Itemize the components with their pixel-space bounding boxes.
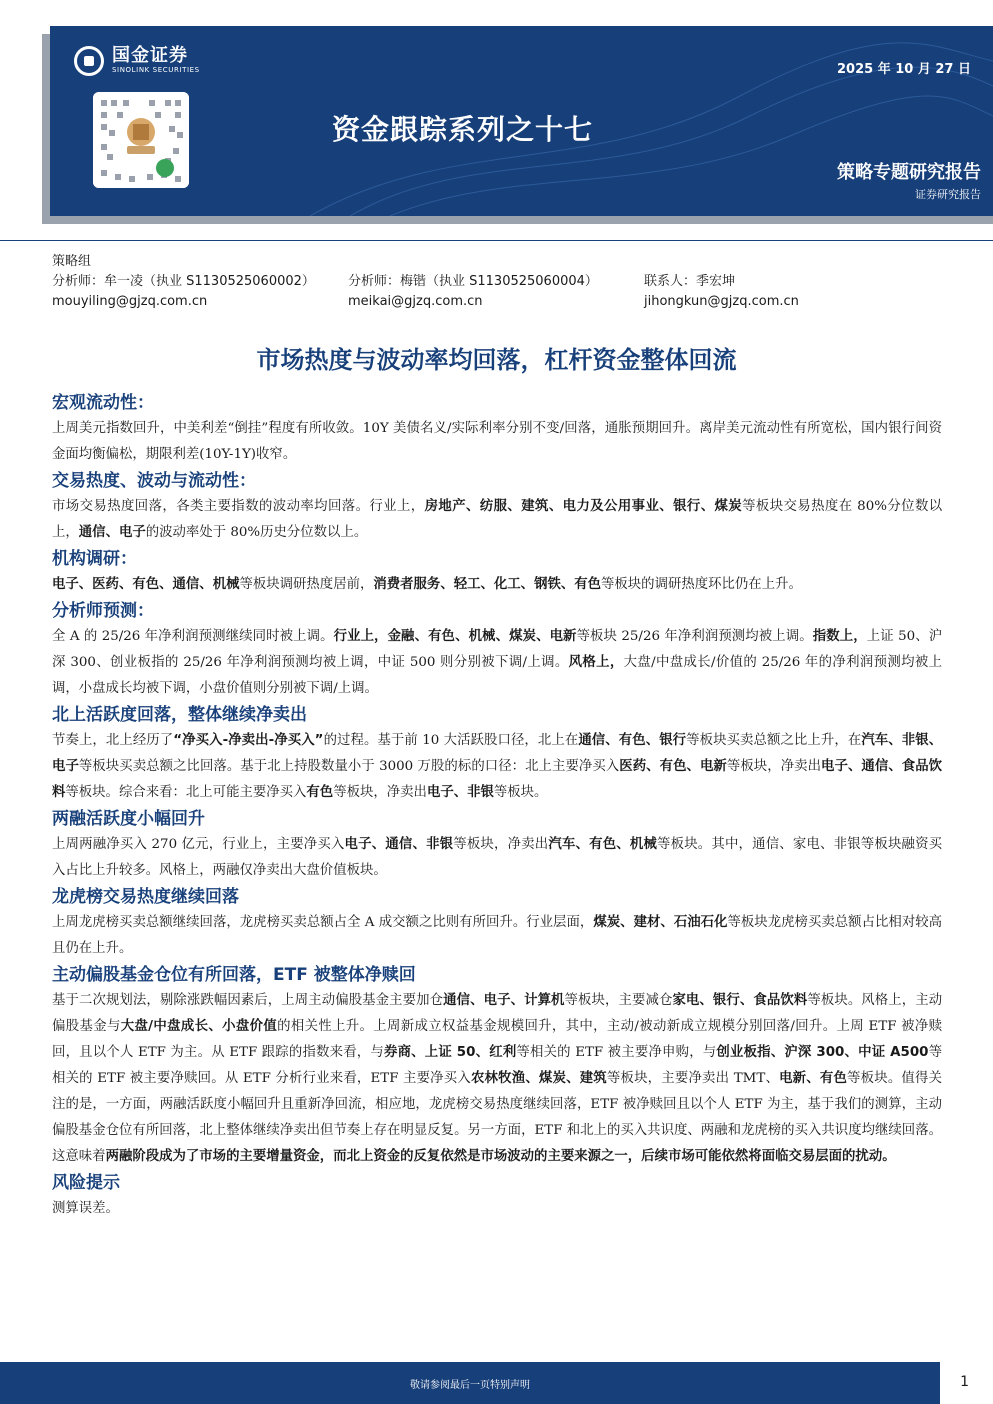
text-run-bold: 、 (440, 577, 454, 592)
text-run: 等板块 25/26 年净利润预测均被上调。 (576, 629, 813, 644)
section-heading-dragon-tiger: 龙虎榜交易热度继续回落 (52, 887, 239, 907)
text-run: 上周龙虎榜买卖总额继续回落，龙虎榜买卖总额占全 A 成交额之比则有所回升。行业层面， (52, 915, 594, 930)
section-heading-trading-heat: 交易热度、波动与流动性： (52, 471, 256, 491)
text-run-bold: 、 (453, 785, 468, 800)
text-run-bold: 、 (646, 759, 660, 774)
text-run-bold: 红利 (489, 1045, 517, 1060)
text-run-bold: 轻工 (453, 577, 481, 592)
section-heading-macro-liquidity: 宏观流动性： (52, 393, 154, 413)
section-heading-analyst-forecast: 分析师预测： (52, 601, 154, 621)
text-run-bold: 创业板指 (716, 1045, 771, 1060)
text-run-bold: 、 (480, 577, 494, 592)
text-run-bold: 小盘价值 (222, 1019, 278, 1034)
text-run: 等板块，主要减仓 (564, 993, 673, 1008)
text-run-bold: 、 (455, 629, 469, 644)
text-run-bold: 、 (536, 629, 550, 644)
report-subtype: 证券研究报告 (915, 188, 981, 201)
text-run-bold: 农林牧渔 (470, 1071, 526, 1086)
text-run-bold: 电子 (344, 837, 372, 852)
analyst-2: 分析师：梅锴（执业 S1130525060004） (348, 274, 598, 289)
qr-code-icon (93, 92, 189, 188)
text-run: 等板块，主要净卖出 TMT、 (606, 1071, 780, 1086)
text-run-bold: 沪深 300 (784, 1045, 845, 1060)
text-run: 等板块。 (493, 785, 548, 800)
text-run-bold: 食品饮料 (52, 759, 943, 800)
text-run-bold: 非银 (426, 837, 454, 852)
text-run-bold: 上证 50 (424, 1045, 476, 1060)
text-run-bold: 电新 (699, 759, 727, 774)
text-run-bold: 、 (699, 993, 713, 1008)
text-run-bold: 、 (548, 499, 563, 514)
text-run-bold: 有色 (618, 733, 646, 748)
text-run: 上周美元指数回升，中美利差“倒挂”程度有所收敛。10Y 美债名义/实际利率分别不变/回落，通胀预期回升。离岸美元流动性有所宽松，国内银行间资金面均衡偏松，期限利差(10Y-1Y)收窄。 (52, 421, 942, 462)
text-run: 的相关性上升。上周新成立权益基金规模回升，其中，主动/被动新成立规模分别回落/回升。上周 ETF 被净赎回，且以个人 ETF 为主。从 ETF 跟踪的指数来看，与 (52, 1019, 943, 1060)
page-number: 1 (960, 1374, 969, 1390)
text-run: 等板块。风格上，主动偏股基金与 (52, 993, 943, 1034)
text-run-bold: 纺服 (479, 499, 508, 514)
text-run-bold: 电力及公用事业 (562, 499, 660, 514)
analyst-2-email[interactable]: meikai@gjzq.com.cn (348, 294, 483, 309)
text-run: 等板块，净卖出 (726, 759, 822, 774)
text-run-bold: 银行 (673, 499, 701, 514)
header-rule (0, 240, 993, 241)
text-run-bold: 、 (806, 1071, 820, 1086)
text-run-bold: 建筑 (521, 499, 549, 514)
text-run-bold: 、 (660, 915, 674, 930)
text-run-bold: 有色 (132, 577, 160, 592)
logo-mark-icon (74, 46, 104, 76)
text-run: 等板块，净卖出 (453, 837, 549, 852)
text-run-bold: 、 (888, 759, 902, 774)
text-run-bold: 风格上， (568, 655, 624, 670)
text-run: 等板块的调研热度环比仍在上升。 (601, 577, 802, 592)
text-run-bold: 房地产 (424, 499, 466, 514)
text-run-bold: 、 (466, 499, 480, 514)
text-run-bold: 电子 (483, 993, 511, 1008)
text-run-bold: 、 (605, 733, 619, 748)
text-run-bold: 非银 (901, 733, 929, 748)
team-name: 策略组 (52, 254, 92, 269)
text-run-bold: 、 (159, 577, 173, 592)
text-run-bold: 电新 (779, 1071, 807, 1086)
text-run: 的波动率处于 80%历史分位数以上。 (145, 525, 368, 540)
text-run-bold: 、 (620, 915, 634, 930)
section-text-risk (52, 1196, 942, 1222)
section-text-northbound (52, 728, 942, 806)
text-run: 等相关的 ETF 被主要净申购，与 (516, 1045, 717, 1060)
text-run-bold: 电子 (52, 577, 79, 592)
text-run: 等板块。值得关注的是，一方面，两融活跃度小幅回升且重新净回流，相应地，龙虎榜交易热度继续回落，ETF 被净赎回且以个人 ETF 为主，基于我们的测算，主动偏股基金仓位有所回落，北上整体继续净卖出但节奏上存在明显反复。另一方面，ETF 和北上的买入共识度、两融和龙虎榜的买入共识度均继续回落。这意味着 (52, 1071, 942, 1164)
text-run-bold: 、 (470, 993, 484, 1008)
text-run-bold: 通信 (578, 733, 606, 748)
text-run-bold: 汽车 (548, 837, 576, 852)
qr-code (93, 92, 189, 188)
text-run: 全 A 的 25/26 年净利润预测继续同时被上调。 (52, 629, 334, 644)
text-run-bold: 、 (495, 629, 510, 644)
text-run-bold: 、 (78, 577, 93, 592)
report-title: 市场热度与波动率均回落，杠杆资金整体回流 (256, 346, 737, 374)
analyst-1-email[interactable]: mouyiling@gjzq.com.cn (52, 294, 208, 309)
text-run-bold: 计算机 (524, 993, 565, 1008)
text-run-bold: 、 (928, 733, 943, 748)
text-run-bold: 、 (739, 993, 754, 1008)
text-run-bold: 、 (411, 1045, 425, 1060)
text-run-bold: 建材 (633, 915, 661, 930)
text-run-bold: 大盘/中盘成长 (120, 1019, 209, 1034)
text-run-bold: 、 (700, 499, 715, 514)
text-run-bold: 、 (105, 525, 119, 540)
text-run-bold: 、 (770, 1045, 785, 1060)
text-run-bold: 、 (412, 837, 427, 852)
text-run-bold: 、 (847, 759, 862, 774)
series-title: 资金跟踪系列之十七 (332, 113, 594, 146)
text-run-bold: 、 (414, 629, 429, 644)
text-run-bold: 、 (566, 1071, 580, 1086)
text-run-bold: 有色 (428, 629, 456, 644)
text-run-bold: 电子 (118, 525, 146, 540)
text-run-bold: 通信 (385, 837, 413, 852)
text-run-bold: 、 (208, 1019, 223, 1034)
text-run-bold: 建筑 (579, 1071, 607, 1086)
text-run-bold: 电子 (821, 759, 848, 774)
text-run-bold: 、 (118, 577, 133, 592)
text-run: 节奏上，北上经历了 (52, 733, 174, 748)
logo-cn: 国金证券 (112, 45, 188, 66)
text-run-bold: 、 (888, 733, 902, 748)
text-run-bold: 有色 (306, 785, 334, 800)
text-run-bold: 机械 (629, 837, 658, 852)
analyst-1: 分析师：牟一凌（执业 S1130525060002） (52, 274, 315, 289)
text-run-bold: 、 (645, 733, 660, 748)
text-run-bold: 、 (659, 499, 674, 514)
report-body (52, 390, 942, 1222)
text-run-bold: 券商 (383, 1045, 412, 1060)
text-run-bold: 家电 (672, 993, 700, 1008)
text-run-bold: 通信 (172, 577, 200, 592)
text-run-bold: 有色 (819, 1071, 848, 1086)
text-run: 等板块。其中，通信、家电、非银等板块融资买入占比上升较多。风格上，两融仅净卖出大盘价值板块。 (52, 837, 943, 878)
disclaimer-note: 敬请参阅最后一页特别声明 (410, 1380, 530, 1391)
text-run-bold: 、 (844, 1045, 859, 1060)
contact: 联系人：季宏坤 (644, 274, 736, 289)
section-text-macro-liquidity (52, 416, 942, 468)
text-run-bold: 食品饮料 (753, 993, 808, 1008)
section-text-analyst-forecast (52, 624, 942, 702)
text-run-bold: 银行 (659, 733, 687, 748)
text-run-bold: 非银 (467, 785, 494, 800)
text-run-bold: 有色 (574, 577, 602, 592)
text-run: 等板块调研热度居前， (239, 577, 374, 592)
text-run-bold: 有色 (659, 759, 687, 774)
text-run-bold: 煤炭 (593, 915, 621, 930)
text-run: 上证 50、沪深 300、创业板指的 25/26 年净利润预测均被上调，中证 500 则分别被下调/上调。 (52, 629, 943, 670)
text-run-bold: 有色 (589, 837, 617, 852)
text-run-bold: 两融阶段成为了市场的主要增量资金，而北上资金的反复依然是市场波动的主要来源之一，后续市场可能依然将面临交易层面的扰动。 (105, 1149, 896, 1164)
text-run-bold: 煤炭 (714, 499, 743, 514)
text-run: 大盘/中盘成长/价值的 25/26 年的净利润预测均被上调，小盘成长均被下调，小盘价值则分别被下调/上调。 (52, 655, 943, 696)
text-run: 等板块交易热度在 80%分位数以上， (52, 499, 943, 540)
report-type: 策略专题研究报告 (837, 162, 981, 183)
report-date: 2025 年 10 月 27 日 (837, 62, 971, 77)
logo-en: SINOLINK SECURITIES (112, 66, 200, 74)
text-run-bold: 通信 (861, 759, 889, 774)
text-run-bold: 煤炭 (509, 629, 537, 644)
text-run-bold: 钢铁 (534, 577, 561, 592)
section-heading-risk: 风险提示 (52, 1173, 120, 1193)
text-run: 等板块买卖总额之比上升，在 (686, 733, 862, 748)
text-run-bold: 通信 (443, 993, 471, 1008)
text-run: 等板块，净卖出 (333, 785, 427, 800)
text-run-bold: 、 (371, 837, 386, 852)
section-text-trading-heat (52, 494, 942, 546)
text-run: 等板块买卖总额之比回落。基于北上持股数量小于 3000 万股的标的口径：北上主要净买入 (78, 759, 620, 774)
text-run-bold: 汽车 (861, 733, 889, 748)
contact-email[interactable]: jihongkun@gjzq.com.cn (644, 294, 799, 309)
text-run-bold: 银行 (712, 993, 740, 1008)
text-run-bold: 电新 (549, 629, 577, 644)
text-run-bold: 电子 (426, 785, 454, 800)
text-run: 等相关的 ETF 被主要净赎回。从 ETF 分析行业来看，ETF 主要净买入 (52, 1045, 943, 1086)
section-text-funds-etf (52, 988, 942, 1170)
text-run-bold: 、 (510, 993, 525, 1008)
text-run: 上周两融净买入 270 亿元，行业上，主要净买入 (52, 837, 345, 852)
text-run-bold: 消费者服务 (373, 577, 441, 592)
text-run-bold: 机械 (212, 577, 240, 592)
text-run: 基于二次规划法，剔除涨跌幅因素后，上周主动偏股基金主要加仓 (52, 993, 444, 1008)
text-run-bold: 、 (560, 577, 575, 592)
section-text-dragon-tiger (52, 910, 942, 962)
text-run-bold: 、 (475, 1045, 490, 1060)
section-text-institutional-research (52, 572, 942, 598)
text-run: 市场交易热度回落，各类主要指数的波动率均回落。行业上， (52, 499, 425, 514)
text-run: 等板块。综合来看：北上可能主要净买入 (65, 785, 307, 800)
text-run-bold: 机械 (468, 629, 496, 644)
text-run-bold: 、 (616, 837, 630, 852)
text-run-bold: 医药 (619, 759, 647, 774)
text-run-bold: 指数上， (812, 629, 867, 644)
section-heading-northbound: 北上活跃度回落，整体继续净卖出 (52, 705, 307, 725)
text-run-bold: 电子 (52, 759, 79, 774)
text-run-bold: 金融 (387, 629, 415, 644)
text-run-bold: 石油石化 (673, 915, 728, 930)
text-run-bold: 、 (520, 577, 535, 592)
text-run-bold: 医药 (92, 577, 119, 592)
text-run-bold: 、 (507, 499, 522, 514)
text-run: 测算误差。 (52, 1201, 119, 1216)
text-run-bold: 化工 (493, 577, 521, 592)
text-run-bold: “净买入-净卖出-净买入” (173, 733, 324, 748)
text-run: 的过程。基于前 10 大活跃股口径，北上在 (323, 733, 579, 748)
text-run-bold: 煤炭 (538, 1071, 567, 1086)
text-run-bold: 中证 A500 (858, 1045, 929, 1060)
text-run-bold: 、 (686, 759, 700, 774)
text-run-bold: 通信 (78, 525, 106, 540)
text-run: 等板块龙虎榜买卖总额占比相对较高且仍在上升。 (52, 915, 943, 956)
section-heading-funds-etf: 主动偏股基金仓位有所回落，ETF 被整体净赎回 (52, 965, 416, 985)
text-run-bold: 、 (199, 577, 213, 592)
text-run-bold: 、 (575, 837, 590, 852)
text-run-bold: 行业上， (333, 629, 388, 644)
section-text-margin-trading (52, 832, 942, 884)
section-heading-margin-trading: 两融活跃度小幅回升 (52, 809, 205, 829)
text-run-bold: 、 (525, 1071, 539, 1086)
section-heading-institutional-research: 机构调研： (52, 549, 137, 569)
company-logo (74, 46, 200, 76)
